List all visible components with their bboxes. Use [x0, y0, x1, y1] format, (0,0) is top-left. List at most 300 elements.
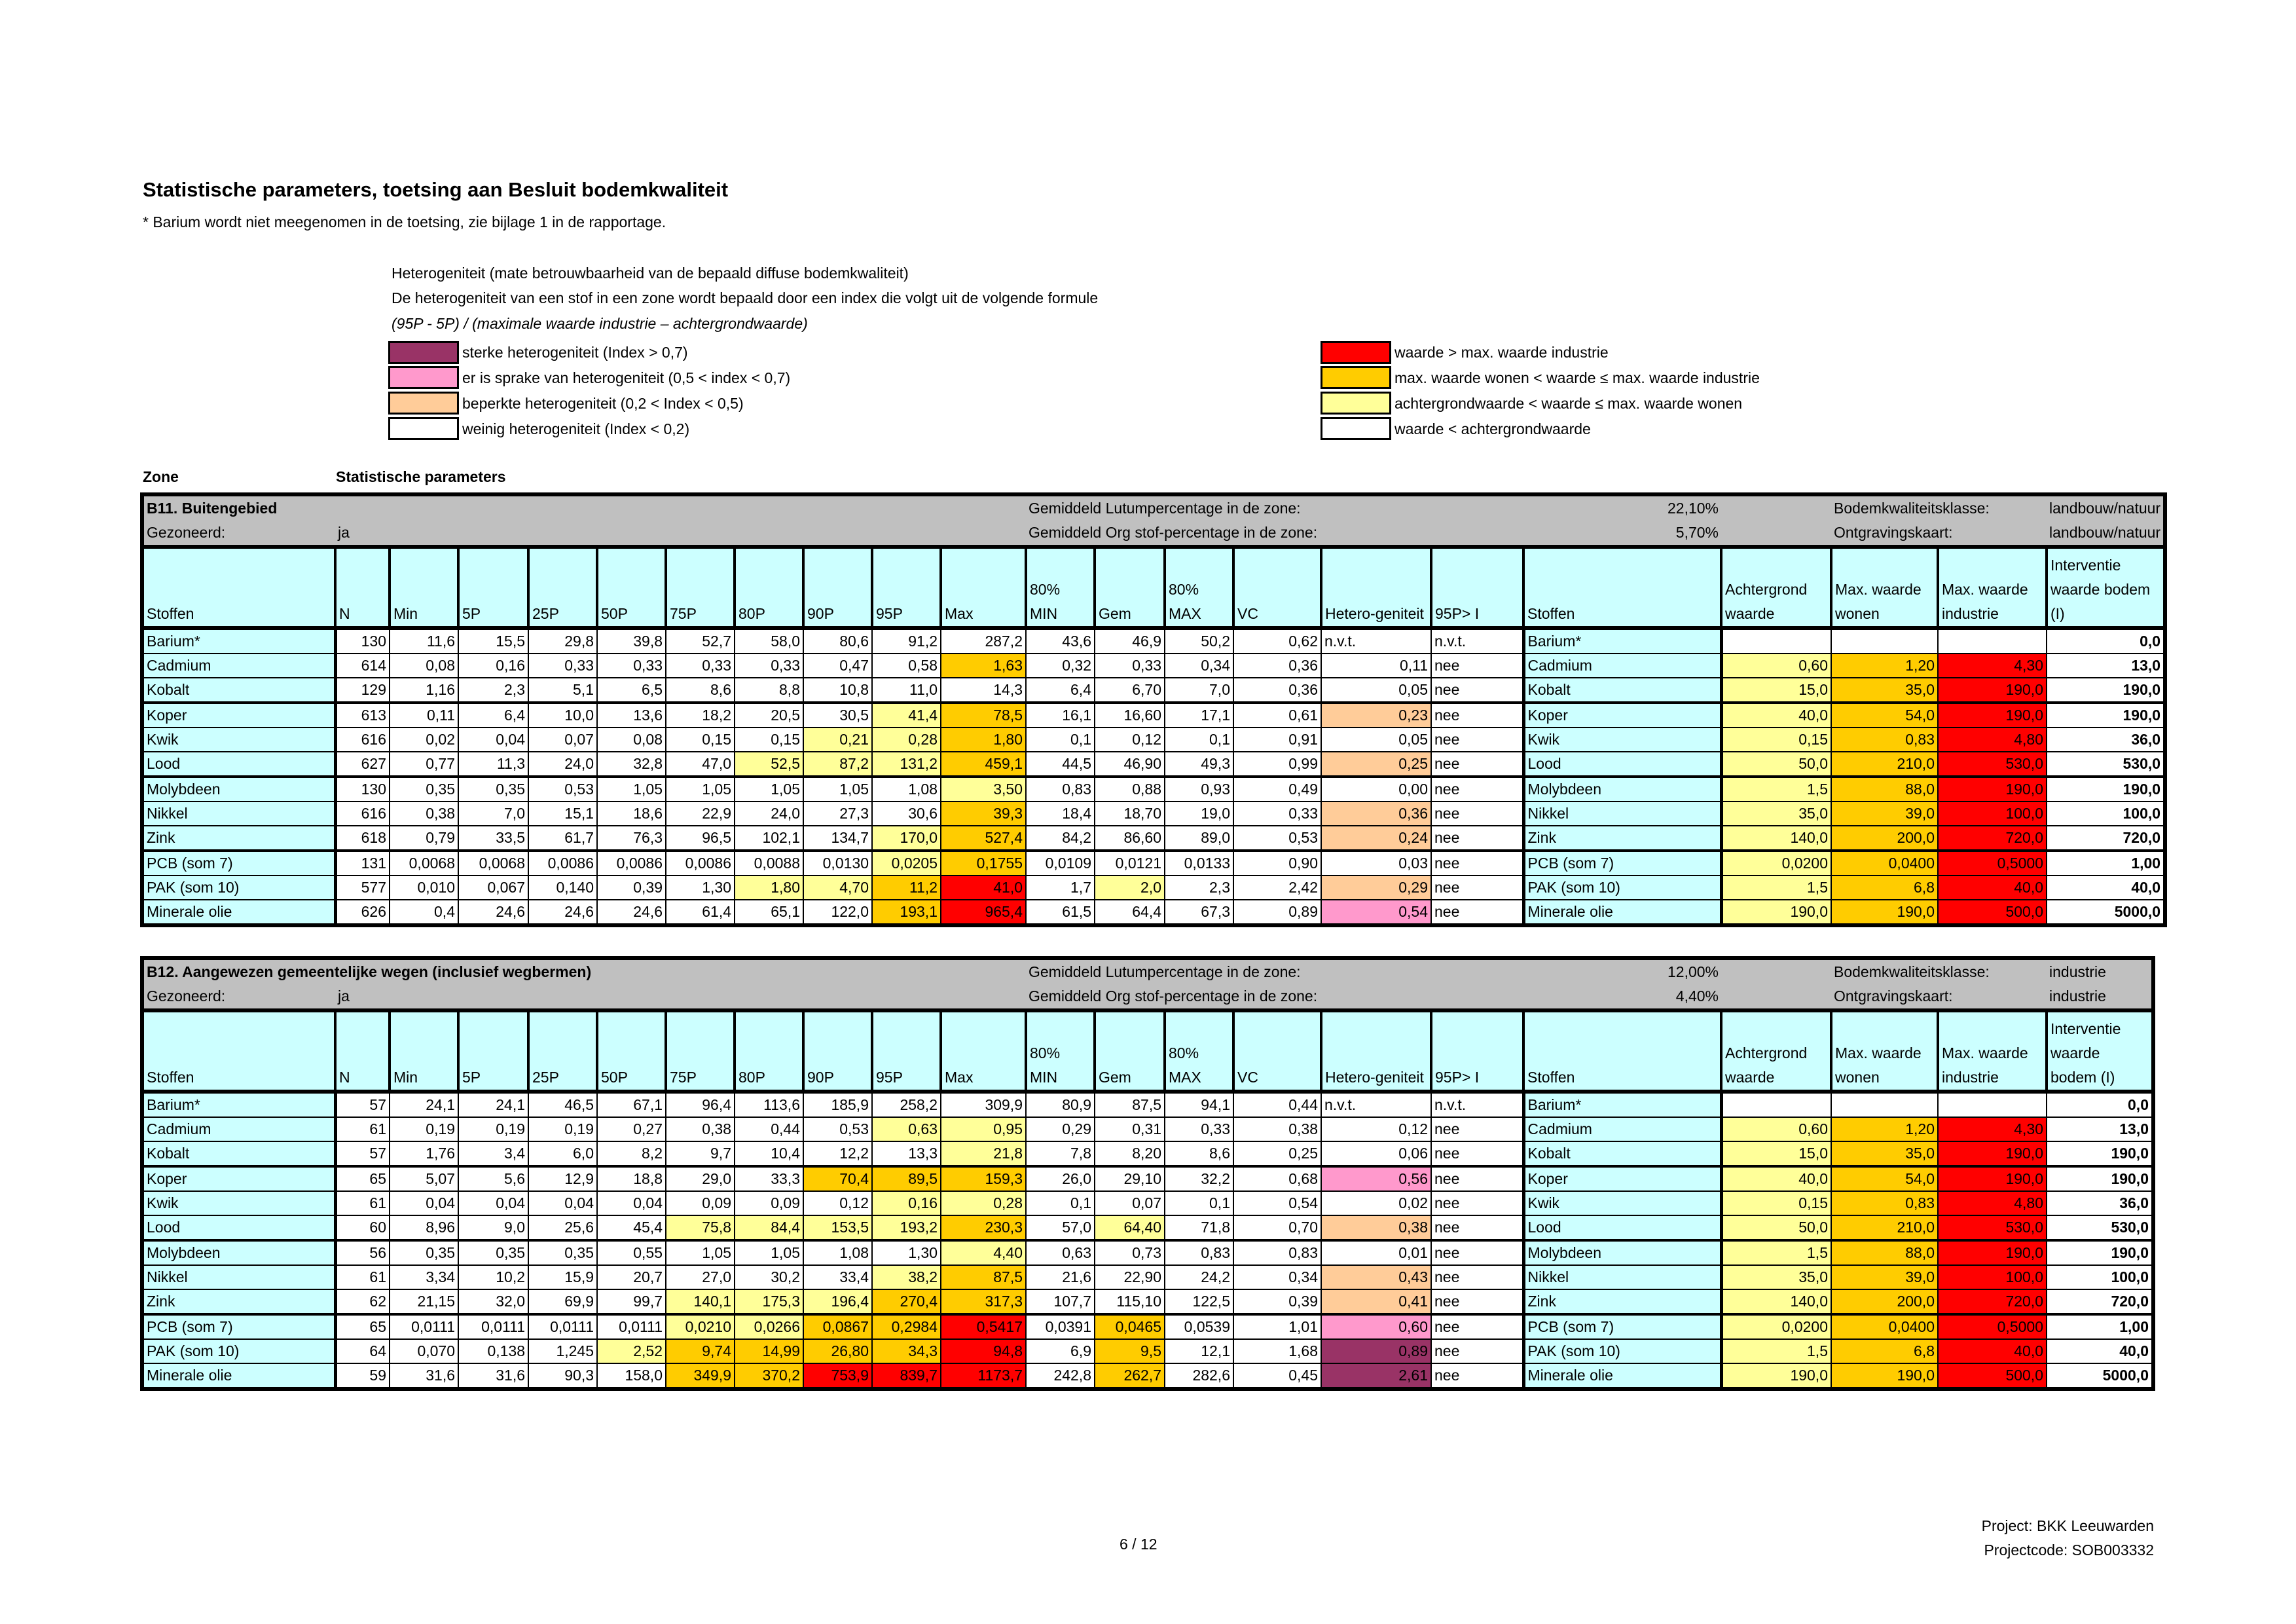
table-row	[142, 1141, 2153, 1166]
ontgraving-label: Ontgravingskaart:	[1831, 984, 2047, 1010]
stat-value: 0,12	[1095, 728, 1165, 752]
background-value: 40,0	[1721, 703, 1831, 728]
stat-value: 70,4	[803, 1166, 872, 1191]
stat-value: 159,3	[941, 1166, 1026, 1191]
table-row	[142, 1265, 2153, 1289]
stat-value: 0,010	[390, 876, 458, 900]
stat-value: 0,33	[735, 654, 803, 678]
max-industrie-value: 500,0	[1938, 900, 2047, 925]
substance-name: PCB (som 7)	[142, 1314, 335, 1339]
intervention-value: 530,0	[2047, 1215, 2153, 1240]
gezoneerd-label: Gezoneerd:	[142, 984, 335, 1010]
intervention-value: 190,0	[2047, 1166, 2153, 1191]
stat-value: 0,0111	[390, 1314, 458, 1339]
intervention-value: 36,0	[2047, 728, 2165, 752]
table-row	[142, 851, 2165, 876]
column-header: Max	[941, 547, 1026, 628]
stat-value: 0,16	[872, 1191, 941, 1215]
background-value: 1,5	[1721, 1240, 1831, 1265]
max-industrie-value: 190,0	[1938, 1240, 2047, 1265]
stat-value: 1,16	[390, 678, 458, 703]
substance-name: Kwik	[1523, 1191, 1721, 1215]
stat-value: 0,11	[390, 703, 458, 728]
stat-value: 1,05	[735, 1240, 803, 1265]
stat-value: 1,80	[941, 728, 1026, 752]
stat-value: 33,3	[735, 1166, 803, 1191]
stat-value: 0,1	[1026, 1191, 1095, 1215]
stat-value: 24,0	[735, 802, 803, 826]
stat-value: 0,16	[458, 654, 528, 678]
zone-info-row	[142, 958, 2153, 984]
stat-value: 122,5	[1165, 1289, 1233, 1314]
spacer	[1721, 494, 1831, 521]
max-wonen-value: 210,0	[1831, 1215, 1938, 1240]
stat-value: n.v.t.	[1431, 1092, 1523, 1117]
max-wonen-value	[1831, 628, 1938, 654]
stat-value: 0,70	[1233, 1215, 1321, 1240]
stat-value: 14,3	[941, 678, 1026, 703]
gezoneerd-value: ja	[335, 521, 1026, 547]
stat-value: 99,7	[597, 1289, 666, 1314]
stat-value: 0,36	[1321, 802, 1431, 826]
stat-value: 0,0086	[666, 851, 735, 876]
max-wonen-value: 39,0	[1831, 802, 1938, 826]
substance-name: Cadmium	[1523, 1117, 1721, 1141]
substance-name: Nikkel	[1523, 1265, 1721, 1289]
stat-value: 3,4	[458, 1141, 528, 1166]
stat-value: 57	[335, 1141, 390, 1166]
table-row	[142, 1117, 2153, 1141]
stat-value: 78,5	[941, 703, 1026, 728]
stat-value: 33,5	[458, 826, 528, 851]
intervention-value: 5000,0	[2047, 900, 2165, 925]
stat-value: 262,7	[1095, 1363, 1165, 1389]
background-value: 140,0	[1721, 826, 1831, 851]
stat-value: 965,4	[941, 900, 1026, 925]
intervention-value: 190,0	[2047, 678, 2165, 703]
stat-value: 0,36	[1233, 678, 1321, 703]
stat-value: 0,04	[390, 1191, 458, 1215]
het-legend-item	[388, 365, 790, 391]
background-value: 0,0200	[1721, 851, 1831, 876]
stat-value: 0,0068	[390, 851, 458, 876]
stat-value: 2,42	[1233, 876, 1321, 900]
stat-value: 0,0086	[597, 851, 666, 876]
substance-name: Minerale olie	[142, 1363, 335, 1389]
stat-value: 0,35	[458, 777, 528, 802]
heterogeneity-info-line1: Heterogeniteit (mate betrouwbaarheid van de bepaald diffuse bodemkwaliteit)	[392, 265, 909, 282]
substance-name: Minerale olie	[1523, 900, 1721, 925]
stat-value: 459,1	[941, 752, 1026, 777]
substance-name: Molybdeen	[1523, 1240, 1721, 1265]
intervention-value: 36,0	[2047, 1191, 2153, 1215]
substance-name: Barium*	[142, 628, 335, 654]
stat-value: 50,2	[1165, 628, 1233, 654]
substance-name: Molybdeen	[1523, 777, 1721, 802]
table-row	[142, 752, 2165, 777]
stat-value: 282,6	[1165, 1363, 1233, 1389]
column-header: Stoffen	[1523, 1010, 1721, 1092]
het-legend-item	[388, 416, 790, 442]
stat-value: 0,41	[1321, 1289, 1431, 1314]
stat-value: 27,3	[803, 802, 872, 826]
column-header-row	[142, 1010, 2153, 1092]
stat-value: 0,73	[1095, 1240, 1165, 1265]
stat-value: 122,0	[803, 900, 872, 925]
stat-value: 0,33	[597, 654, 666, 678]
legend-heterogeneity	[388, 340, 790, 442]
stat-value: 24,1	[390, 1092, 458, 1117]
substance-name: Kwik	[142, 728, 335, 752]
substance-name: PCB (som 7)	[142, 851, 335, 876]
background-value	[1721, 1092, 1831, 1117]
stat-value: 0,31	[1095, 1117, 1165, 1141]
stat-value: 0,19	[458, 1117, 528, 1141]
column-header: 25P	[528, 547, 597, 628]
stat-value: 1,76	[390, 1141, 458, 1166]
substance-name: Minerale olie	[1523, 1363, 1721, 1389]
column-header: 5P	[458, 1010, 528, 1092]
stat-value: 309,9	[941, 1092, 1026, 1117]
stat-value: 8,6	[666, 678, 735, 703]
orgstof-value: 4,40%	[1431, 984, 1721, 1010]
stat-value: 1,08	[803, 1240, 872, 1265]
background-value: 35,0	[1721, 802, 1831, 826]
stat-value: 65,1	[735, 900, 803, 925]
stat-value: 9,7	[666, 1141, 735, 1166]
intervention-value: 190,0	[2047, 1240, 2153, 1265]
stat-value: 0,0205	[872, 851, 941, 876]
substance-name: Barium*	[1523, 628, 1721, 654]
stat-value: 0,00	[1321, 777, 1431, 802]
stat-value: 52,5	[735, 752, 803, 777]
zone-name: B11. Buitengebied	[142, 494, 1026, 521]
column-header: N	[335, 1010, 390, 1092]
stat-value: 31,6	[390, 1363, 458, 1389]
max-wonen-value: 6,8	[1831, 876, 1938, 900]
legend-label: er is sprake van heterogeniteit (0,5 < index < 0,7)	[462, 369, 791, 386]
stat-value: nee	[1431, 1215, 1523, 1240]
stat-value: 65	[335, 1166, 390, 1191]
stat-value: 230,3	[941, 1215, 1026, 1240]
column-header: 50P	[597, 547, 666, 628]
stat-value: 11,6	[390, 628, 458, 654]
stat-value: 0,23	[1321, 703, 1431, 728]
stat-value: 349,9	[666, 1363, 735, 1389]
max-industrie-value: 0,5000	[1938, 851, 2047, 876]
stat-value: 1,7	[1026, 876, 1095, 900]
substance-name: PCB (som 7)	[1523, 851, 1721, 876]
max-wonen-value: 54,0	[1831, 1166, 1938, 1191]
stat-value: nee	[1431, 703, 1523, 728]
stat-value: 24,1	[458, 1092, 528, 1117]
stat-value: nee	[1431, 654, 1523, 678]
table-row	[142, 628, 2165, 654]
max-industrie-value: 720,0	[1938, 826, 2047, 851]
substance-name: Zink	[1523, 826, 1721, 851]
page-title: Statistische parameters, toetsing aan Besluit bodemkwaliteit	[143, 178, 729, 201]
stat-value: 61	[335, 1265, 390, 1289]
stat-value: 0,04	[458, 728, 528, 752]
stat-value: 317,3	[941, 1289, 1026, 1314]
stat-value: 1,05	[666, 777, 735, 802]
max-industrie-value: 4,80	[1938, 728, 2047, 752]
legend-swatch	[1321, 366, 1391, 389]
stat-value: 33,4	[803, 1265, 872, 1289]
stat-value: 0,53	[528, 777, 597, 802]
klasse-value: landbouw/natuur	[2047, 494, 2165, 521]
background-value: 1,5	[1721, 777, 1831, 802]
background-value: 190,0	[1721, 1363, 1831, 1389]
background-value: 190,0	[1721, 900, 1831, 925]
table-row	[142, 1191, 2153, 1215]
substance-name: PCB (som 7)	[1523, 1314, 1721, 1339]
het-legend-item	[388, 391, 790, 416]
stat-value: nee	[1431, 728, 1523, 752]
max-industrie-value: 4,30	[1938, 654, 2047, 678]
stat-value: n.v.t.	[1321, 1092, 1431, 1117]
stat-value: 0,44	[1233, 1092, 1321, 1117]
stat-value: 24,2	[1165, 1265, 1233, 1289]
stat-value: 193,2	[872, 1215, 941, 1240]
substance-name: Zink	[1523, 1289, 1721, 1314]
column-header: 80% MAX	[1165, 1010, 1233, 1092]
stat-value: 9,0	[458, 1215, 528, 1240]
column-header: 75P	[666, 1010, 735, 1092]
max-wonen-value: 35,0	[1831, 1141, 1938, 1166]
stat-value: 0,63	[1026, 1240, 1095, 1265]
legend-label: waarde < achtergrondwaarde	[1394, 420, 1591, 437]
stat-value: 96,4	[666, 1092, 735, 1117]
column-header: Min	[390, 547, 458, 628]
stat-value: 2,3	[458, 678, 528, 703]
stat-value: 64,4	[1095, 900, 1165, 925]
background-value: 15,0	[1721, 1141, 1831, 1166]
stat-value: 0,0266	[735, 1314, 803, 1339]
stat-value: 2,0	[1095, 876, 1165, 900]
max-industrie-value: 500,0	[1938, 1363, 2047, 1389]
substance-name: PAK (som 10)	[1523, 1339, 1721, 1363]
column-header: Max. waarde industrie	[1938, 1010, 2047, 1092]
stat-value: nee	[1431, 1191, 1523, 1215]
stat-value: 153,5	[803, 1215, 872, 1240]
background-value: 50,0	[1721, 1215, 1831, 1240]
stat-value: 21,8	[941, 1141, 1026, 1166]
stat-value: 46,5	[528, 1092, 597, 1117]
substance-name: Lood	[1523, 1215, 1721, 1240]
stat-value: 0,89	[1321, 1339, 1431, 1363]
background-value: 40,0	[1721, 1166, 1831, 1191]
stat-value: 29,8	[528, 628, 597, 654]
max-wonen-value: 0,0400	[1831, 1314, 1938, 1339]
stat-value: 0,63	[872, 1117, 941, 1141]
stat-value: 193,1	[872, 900, 941, 925]
stat-value: 21,6	[1026, 1265, 1095, 1289]
stat-value: 102,1	[735, 826, 803, 851]
stat-value: 8,6	[1165, 1141, 1233, 1166]
stat-value: 0,21	[803, 728, 872, 752]
stat-value: 32,2	[1165, 1166, 1233, 1191]
stat-value: 0,05	[1321, 728, 1431, 752]
stat-value: 20,7	[597, 1265, 666, 1289]
stat-value: 18,8	[597, 1166, 666, 1191]
stat-value: 0,93	[1165, 777, 1233, 802]
intervention-value: 1,00	[2047, 1314, 2153, 1339]
stat-value: 527,4	[941, 826, 1026, 851]
zone-table-b12	[140, 956, 2155, 1391]
gezoneerd-label: Gezoneerd:	[142, 521, 335, 547]
substance-name: Barium*	[142, 1092, 335, 1117]
stat-value: 0,35	[390, 1240, 458, 1265]
stat-value: 89,0	[1165, 826, 1233, 851]
column-header: 25P	[528, 1010, 597, 1092]
statistics-heading: Statistische parameters	[336, 468, 506, 485]
stat-value: 8,96	[390, 1215, 458, 1240]
stat-value: 0,54	[1233, 1191, 1321, 1215]
stat-value: 0,0068	[458, 851, 528, 876]
column-header: 95P	[872, 547, 941, 628]
stat-value: 32,8	[597, 752, 666, 777]
column-header: 95P> I	[1431, 547, 1523, 628]
intervention-value: 190,0	[2047, 703, 2165, 728]
column-header: 80P	[735, 1010, 803, 1092]
stat-value: 15,1	[528, 802, 597, 826]
stat-value: 15,5	[458, 628, 528, 654]
table-row	[142, 703, 2165, 728]
stat-value: 0,02	[390, 728, 458, 752]
stat-value: 0,24	[1321, 826, 1431, 851]
stat-value: 131,2	[872, 752, 941, 777]
stat-value: 7,0	[1165, 678, 1233, 703]
stat-value: 130	[335, 777, 390, 802]
intervention-value: 100,0	[2047, 1265, 2153, 1289]
klasse-label: Bodemkwaliteitsklasse:	[1831, 494, 2047, 521]
max-wonen-value: 1,20	[1831, 1117, 1938, 1141]
stat-value: 29,10	[1095, 1166, 1165, 1191]
stat-value: 60	[335, 1215, 390, 1240]
stat-value: 1,05	[803, 777, 872, 802]
stat-value: 0,138	[458, 1339, 528, 1363]
legend-swatch	[388, 341, 459, 364]
stat-value: 76,3	[597, 826, 666, 851]
stat-value: 94,8	[941, 1339, 1026, 1363]
max-wonen-value: 200,0	[1831, 826, 1938, 851]
table-row	[142, 1339, 2153, 1363]
stat-value: 0,83	[1026, 777, 1095, 802]
intervention-value: 720,0	[2047, 826, 2165, 851]
stat-value: 0,08	[597, 728, 666, 752]
zone-info-row	[142, 494, 2165, 521]
stat-value: 2,61	[1321, 1363, 1431, 1389]
stat-value: 0,77	[390, 752, 458, 777]
substance-name: Cadmium	[142, 1117, 335, 1141]
stat-value: 17,1	[1165, 703, 1233, 728]
stat-value: 7,0	[458, 802, 528, 826]
stat-value: 0,33	[1233, 802, 1321, 826]
substance-name: Lood	[142, 1215, 335, 1240]
stat-value: 134,7	[803, 826, 872, 851]
stat-value: 0,0111	[458, 1314, 528, 1339]
stat-value: 107,7	[1026, 1289, 1095, 1314]
max-wonen-value	[1831, 1092, 1938, 1117]
stat-value: 1,01	[1233, 1314, 1321, 1339]
stat-value: 0,19	[528, 1117, 597, 1141]
stat-value: nee	[1431, 876, 1523, 900]
column-header: Hetero-geniteit	[1321, 1010, 1431, 1092]
legend-label: sterke heterogeniteit (Index > 0,7)	[462, 344, 688, 361]
background-value: 0,60	[1721, 1117, 1831, 1141]
stat-value: 65	[335, 1314, 390, 1339]
max-wonen-value: 35,0	[1831, 678, 1938, 703]
stat-value: 0,38	[666, 1117, 735, 1141]
stat-value: nee	[1431, 1117, 1523, 1141]
max-wonen-value: 54,0	[1831, 703, 1938, 728]
stat-value: 13,6	[597, 703, 666, 728]
stat-value: 370,2	[735, 1363, 803, 1389]
legend-label: achtergrondwaarde < waarde ≤ max. waarde wonen	[1394, 395, 1743, 412]
stat-value: n.v.t.	[1321, 628, 1431, 654]
intervention-value: 40,0	[2047, 1339, 2153, 1363]
stat-value: 0,03	[1321, 851, 1431, 876]
legend-values	[1321, 340, 1760, 442]
max-wonen-value: 39,0	[1831, 1265, 1938, 1289]
stat-value: 0,04	[528, 1191, 597, 1215]
stat-value: 0,32	[1026, 654, 1095, 678]
stat-value: 61	[335, 1117, 390, 1141]
stat-value: 0,55	[597, 1240, 666, 1265]
stat-value: 87,5	[1095, 1092, 1165, 1117]
stat-value: 75,8	[666, 1215, 735, 1240]
stat-value: 1,30	[872, 1240, 941, 1265]
stat-value: 84,2	[1026, 826, 1095, 851]
barium-note: * Barium wordt niet meegenomen in de toetsing, zie bijlage 1 in de rapportage.	[143, 213, 666, 231]
stat-value: 0,34	[1165, 654, 1233, 678]
stat-value: 0,47	[803, 654, 872, 678]
stat-value: 614	[335, 654, 390, 678]
stat-value: 46,9	[1095, 628, 1165, 654]
stat-value: 0,29	[1321, 876, 1431, 900]
intervention-value: 0,0	[2047, 1092, 2153, 1117]
stat-value: nee	[1431, 678, 1523, 703]
stat-value: 6,4	[1026, 678, 1095, 703]
stat-value: 1173,7	[941, 1363, 1026, 1389]
intervention-value: 40,0	[2047, 876, 2165, 900]
stat-value: 0,1755	[941, 851, 1026, 876]
stat-value: 11,3	[458, 752, 528, 777]
max-industrie-value: 190,0	[1938, 678, 2047, 703]
max-wonen-value: 0,83	[1831, 1191, 1938, 1215]
stat-value: nee	[1431, 1363, 1523, 1389]
zone-table-b11	[140, 492, 2167, 927]
stat-value: 71,8	[1165, 1215, 1233, 1240]
klasse-label: Bodemkwaliteitsklasse:	[1831, 958, 2047, 984]
substance-name: Koper	[142, 703, 335, 728]
max-industrie-value: 530,0	[1938, 1215, 2047, 1240]
column-header: 5P	[458, 547, 528, 628]
stat-value: 0,09	[735, 1191, 803, 1215]
intervention-value: 190,0	[2047, 1141, 2153, 1166]
stat-value: 0,60	[1321, 1314, 1431, 1339]
stat-value: 0,06	[1321, 1141, 1431, 1166]
stat-value: 56	[335, 1240, 390, 1265]
stat-value: 25,6	[528, 1215, 597, 1240]
stat-value: 6,0	[528, 1141, 597, 1166]
substance-name: PAK (som 10)	[1523, 876, 1721, 900]
column-header: 95P> I	[1431, 1010, 1523, 1092]
stat-value: 0,58	[872, 654, 941, 678]
legend-label: max. waarde wonen < waarde ≤ max. waarde industrie	[1394, 369, 1760, 386]
substance-name: Kwik	[1523, 728, 1721, 752]
